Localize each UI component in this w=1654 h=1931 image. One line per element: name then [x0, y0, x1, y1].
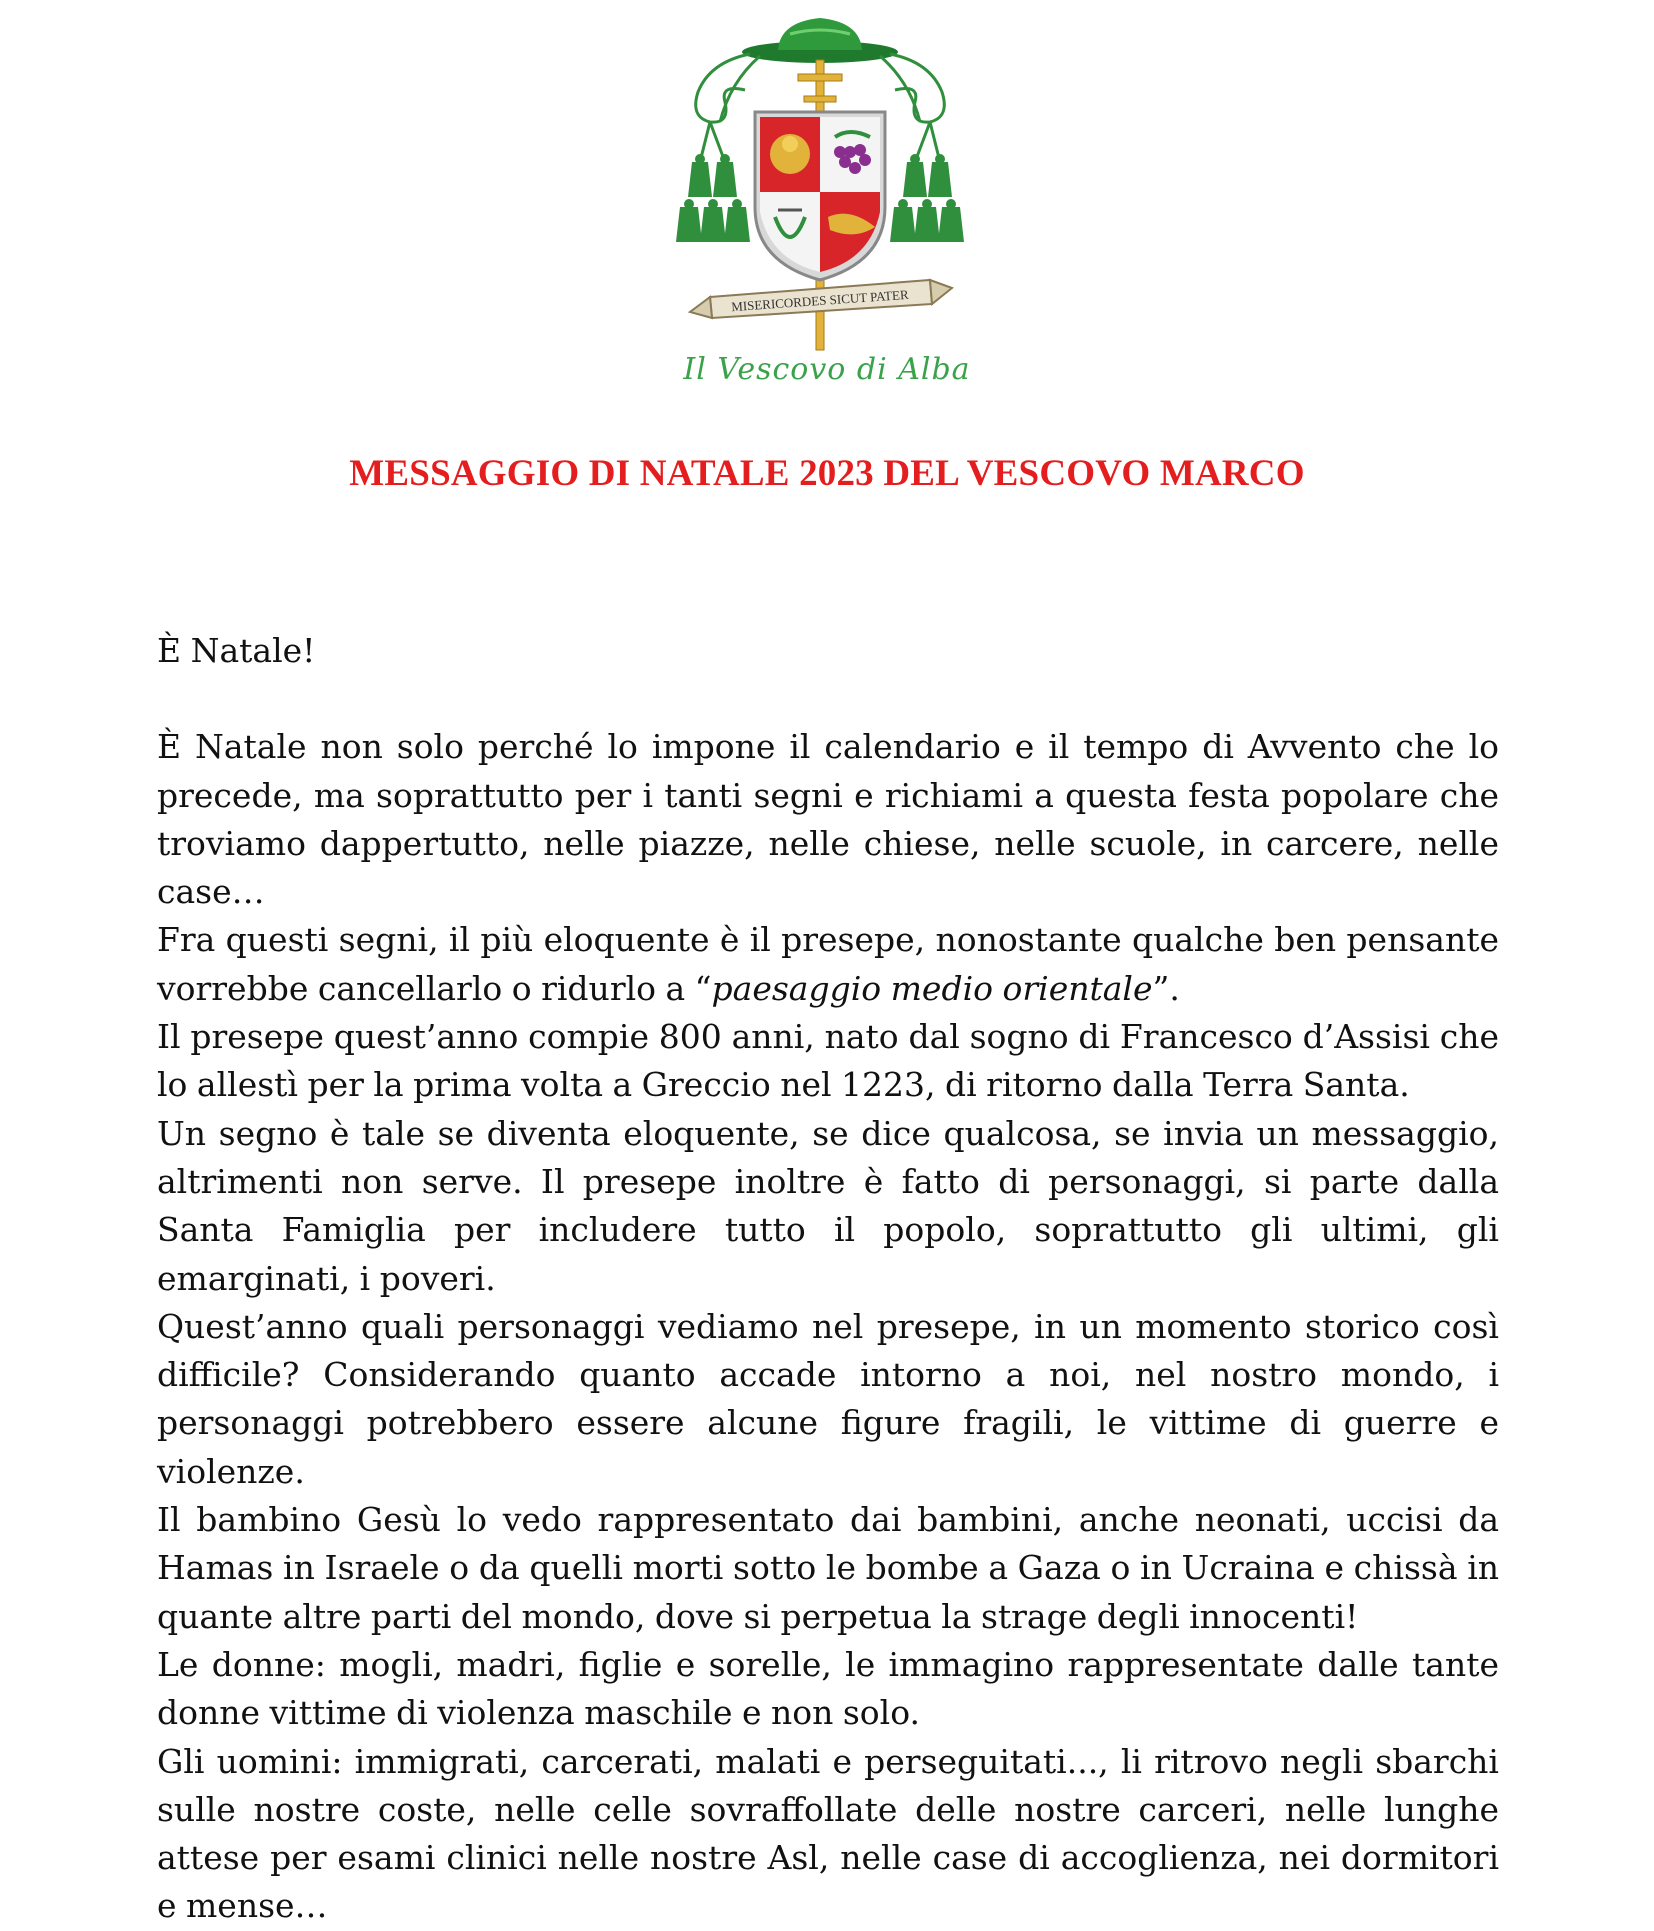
paragraph-6: Il bambino Gesù lo vedo rappresentato dai bambini, anche neonati, uccisi da Hamas in Israele o da quelli morti sotto le bombe a Gaza o in Ucraina e chissà in quante altre parti del mondo, dove si perpetua la strage degli innocenti! [157, 1500, 1499, 1636]
greeting-paragraph: È Natale! [157, 631, 316, 670]
document-body [157, 627, 1499, 1931]
paragraph-5: Quest’anno quali personaggi vediamo nel presepe, in un momento storico così difficile? Considerando quanto accade intorno a noi, nel nostro mondo, i personaggi potrebbero essere alcune figure fragili, le vittime di guerre e violenze. [157, 1306, 1499, 1491]
paragraph-2-text: Fra questi segni, il più eloquente è il presepe, nonostante qualche ben pensante vorrebbe cancellarlo o ridurlo a “ [157, 920, 1499, 1008]
tassels-left-icon [676, 154, 750, 242]
paragraph-4: Un segno è tale se diventa eloquente, se dice qualcosa, se invia un messaggio, altrimenti non serve. Il presepe inoltre è fatto di personaggi, si parte dalla Santa Famiglia per includere tutto il popolo, soprattutto gli ultimi, gli emarginati, i poveri. [157, 1113, 1499, 1298]
paragraph-3: Il presepe quest’anno compie 800 anni, nato dal sogno di Francesco d’Assisi che lo allestì per la prima volta a Greccio nel 1223, di ritorno dalla Terra Santa. [157, 1017, 1499, 1105]
motto-text: MISERICORDES SICUT PATER [730, 286, 910, 315]
paragraph-2-italic: paesaggio medio orientale [711, 968, 1153, 1008]
paragraph-1: È Natale non solo perché lo impone il calendario e il tempo di Avvento che lo precede, ma soprattutto per i tanti segni e richiami a questa festa popolare che troviamo dappertutto, nelle piazze, nelle chiese, nelle scuole, in carcere, nelle case… [157, 727, 1499, 912]
galero-hat-icon [742, 18, 898, 63]
paragraph-2-end: ”. [1152, 968, 1180, 1008]
document-title: MESSAGGIO DI NATALE 2023 DEL VESCOVO MARCO [349, 453, 1305, 494]
coat-of-arms-emblem [670, 12, 970, 357]
tassels-right-icon [890, 154, 964, 242]
paragraph-8: Gli uomini: immigrati, carcerati, malati e perseguitati..., li ritrovo negli sbarchi sulle nostre coste, nelle celle sovraffollate delle nostre carceri, nelle lunghe attese per esami clinici nelle nostre Asl, nelle case di accoglienza, nei dormitori e mense… [157, 1741, 1499, 1926]
paragraph-7: Le donne: mogli, madri, figlie e sorelle, le immagino rappresentate dalle tante donne vittime di violenza maschile e non solo. [157, 1644, 1499, 1733]
bishop-signature: Il Vescovo di Alba [683, 352, 971, 387]
paragraph-2 [157, 916, 1499, 1013]
shield-icon [755, 112, 885, 280]
